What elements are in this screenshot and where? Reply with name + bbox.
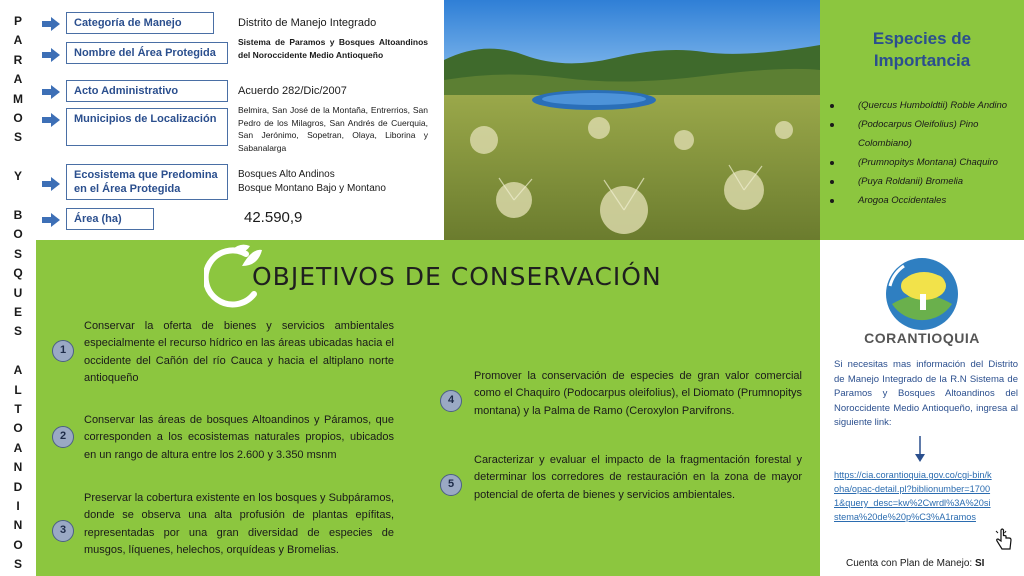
value-acto: Acuerdo 282/Dic/2007 xyxy=(238,85,347,97)
vertical-title-letter: S xyxy=(13,130,22,145)
objectives-panel xyxy=(36,240,820,576)
right-arrow-icon xyxy=(42,48,60,62)
vertical-title xyxy=(0,0,36,576)
objective-number-badge: 2 xyxy=(52,426,74,448)
species-title-line1: Especies de xyxy=(872,29,972,48)
vertical-title-letter: O xyxy=(13,537,23,552)
vertical-title-letter: A xyxy=(13,440,23,455)
corantioquia-name: CORANTIOQUIA xyxy=(864,330,980,346)
species-item xyxy=(830,115,1020,153)
bullet-icon xyxy=(830,161,834,165)
vertical-title-letter: L xyxy=(14,382,22,397)
right-arrow-icon xyxy=(42,177,60,191)
label-nombre: Nombre del Área Protegida xyxy=(66,42,228,64)
vertical-title-letter: O xyxy=(13,421,23,436)
corantioquia-info-text: Si necesitas mas información del Distrito de Manejo Integrado de la R.N Sistema de Paramos y Bosques Altoandinos del Noroccidente Medio Antioqueño, ingresa al siguiente link: xyxy=(834,359,1018,428)
species-item-text: (Puya Roldanii) Bromelia xyxy=(858,176,964,187)
vertical-title-letter: I xyxy=(16,499,20,513)
objective-text-2: Conservar las áreas de bosques Altoandinos y Páramos, que corresponden a los ecosistemas naturales propios, ubicados en un rango de altura entre los 2.600 y 3.350 msnm xyxy=(84,414,394,461)
value-nombre: Sistema de Paramos y Bosques Altoandinos del Noroccidente Medio Antioqueño xyxy=(238,37,428,60)
vertical-title-letter: S xyxy=(13,246,22,261)
vertical-title-letter: M xyxy=(13,91,23,106)
species-list xyxy=(830,96,1020,210)
right-arrow-icon xyxy=(42,113,60,127)
vertical-title-letter: S xyxy=(13,557,22,572)
label-acto: Acto Administrativo xyxy=(66,80,228,102)
more-info-link[interactable]: https://cia.corantioquia.gov.co/cgi-bin/koha/opac-detail.pl?biblionumber=17001&query_desc=kw%2Cwrdl%3A%20sistema%20de%20p%C3%A1ramos xyxy=(834,470,992,522)
objective-number-badge: 5 xyxy=(440,474,462,496)
vertical-title-letter: Y xyxy=(13,169,22,184)
vertical-title-letter: S xyxy=(13,324,22,339)
value-ecosistema-line2: Bosque Montano Bajo y Montano xyxy=(238,183,386,194)
vertical-title-letter: D xyxy=(13,479,23,494)
vertical-title-letter: Q xyxy=(13,266,23,281)
value-municipios: Belmira, San José de la Montaña, Entrerrios, San Pedro de los Milagros, San Andrés de Cuerquia, San Jerónimo, Sopetran, Olaya, Liborina y Sabanalarga xyxy=(238,105,428,153)
vertical-title-letter: O xyxy=(13,227,23,242)
right-arrow-icon xyxy=(42,213,60,227)
species-item xyxy=(830,153,1020,172)
objective-text-3: Preservar la cobertura existente en los bosques y Subpáramos, donde se observa una alta profusión de plantas epífitas, representadas por una gran diversidad de especies de musgos, líquenes, helechos, orquídeas y Bromelias. xyxy=(84,492,394,556)
vertical-title-letter: A xyxy=(13,72,23,87)
label-area: Área (ha) xyxy=(66,208,154,230)
vertical-title-letter: E xyxy=(13,305,22,319)
objective-number-badge: 3 xyxy=(52,520,74,542)
vertical-title-letter: N xyxy=(13,518,23,533)
hand-pointer-icon xyxy=(994,528,1014,552)
species-item xyxy=(830,96,1020,115)
corantioquia-panel xyxy=(820,240,1024,576)
objective-text-5: Caracterizar y evaluar el impacto de la fragmentación forestal y determinar los corredores de restauración en la zona de mayor potencial de oferta de bienes y servicios ambientales. xyxy=(474,454,802,501)
bullet-icon xyxy=(830,104,834,108)
management-plan-status xyxy=(846,558,984,569)
label-ecosistema: Ecosistema que Predomina en el Área Protegida xyxy=(66,164,228,200)
paramo-landscape-photo xyxy=(444,0,820,240)
vertical-title-letter: A xyxy=(13,363,23,378)
objective-number-badge: 1 xyxy=(52,340,74,362)
bullet-icon xyxy=(830,180,834,184)
objective-number-badge: 4 xyxy=(440,390,462,412)
vertical-title-letter: N xyxy=(13,460,23,475)
corantioquia-logo-icon xyxy=(884,256,960,332)
species-item-text: (Prumnopitys Montana) Chaquiro xyxy=(858,157,998,168)
value-categoria: Distrito de Manejo Integrado xyxy=(238,17,377,29)
vertical-title-letter: B xyxy=(13,208,23,222)
right-arrow-icon xyxy=(42,17,60,31)
species-item-text: Arogoa Occidentales xyxy=(858,195,947,206)
species-title xyxy=(820,28,1024,72)
species-item-text: (Podocarpus Oleifolius) Pino Colombiano) xyxy=(858,119,979,149)
species-item-text: (Quercus Humboldtii) Roble Andino xyxy=(858,100,1008,111)
objective-text-1: Conservar la oferta de bienes y servicios ambientales especialmente el recurso hídrico en las áreas ubicadas hacia el occidente del Cañón del río Cauca y hacia el altiplano norte antioqueño xyxy=(84,320,394,384)
species-panel xyxy=(820,0,1024,240)
bullet-icon xyxy=(830,199,834,203)
species-item xyxy=(830,191,1020,210)
bullet-icon xyxy=(830,123,834,127)
label-municipios: Municipios de Localización xyxy=(66,108,228,146)
species-title-line2: Importancia xyxy=(873,51,971,70)
vertical-title-letter: P xyxy=(13,14,22,28)
vertical-title-letter: U xyxy=(13,285,23,300)
vertical-title-letter: A xyxy=(13,33,23,48)
value-ecosistema-line1: Bosques Alto Andinos xyxy=(238,169,335,180)
vertical-title-letter: O xyxy=(13,111,23,125)
down-arrow-icon xyxy=(914,436,926,462)
vertical-title-letter: R xyxy=(13,52,23,67)
info-panel xyxy=(36,0,444,240)
objective-text-4: Promover la conservación de especies de gran valor comercial como el Chaquiro (Podocarpus oleifolius), el Diomato (Prumnopitys montana) y la Palma de Ramo (Ceroxylon Parvifrons. xyxy=(474,370,802,417)
right-arrow-icon xyxy=(42,85,60,99)
management-plan-label: Cuenta con Plan de Manejo: xyxy=(846,558,973,569)
objectives-title: OBJETIVOS DE CONSERVACIÓN xyxy=(252,262,662,291)
vertical-title-letter: T xyxy=(14,402,22,416)
value-area: 42.590,9 xyxy=(244,209,303,226)
label-categoria: Categoría de Manejo xyxy=(66,12,214,34)
management-plan-value: SI xyxy=(974,558,985,569)
species-item xyxy=(830,172,1020,191)
